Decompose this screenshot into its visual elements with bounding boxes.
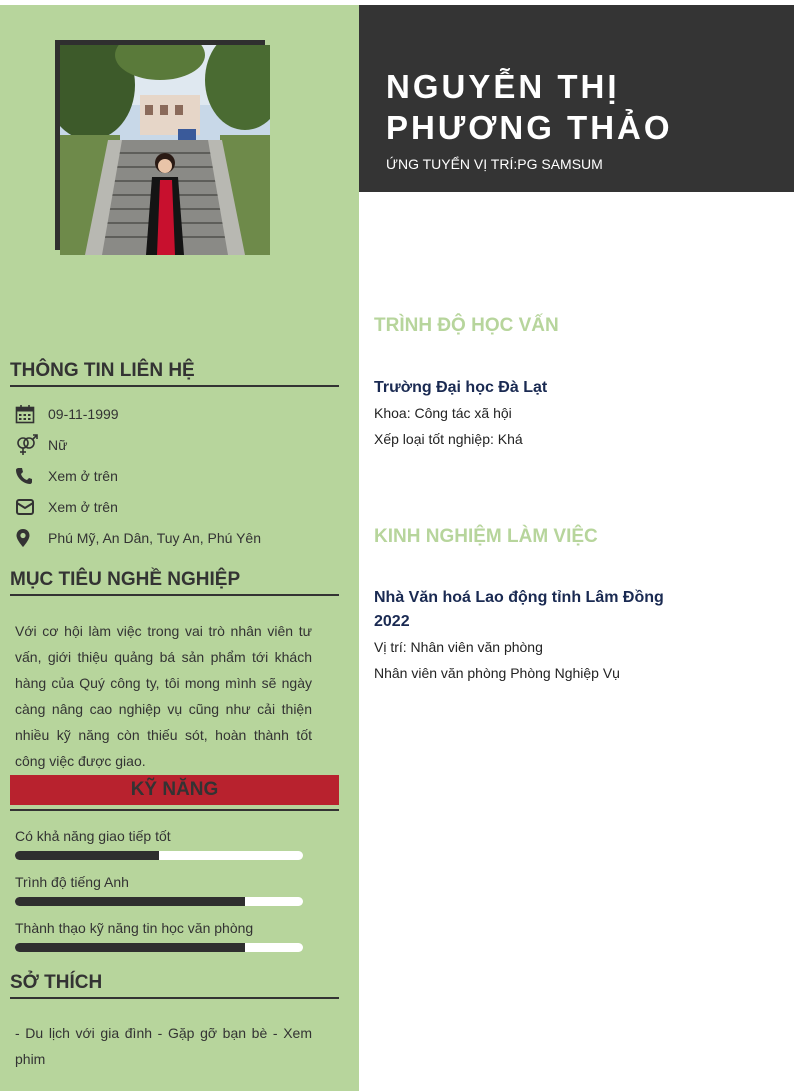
experience-company: Nhà Văn hoá Lao động tỉnh Lâm Đồng <box>374 589 664 606</box>
profile-photo <box>60 45 270 255</box>
contact-address-text: Phú Mỹ, An Dân, Tuy An, Phú Yên <box>48 530 261 546</box>
gender-icon <box>15 434 39 456</box>
skill-progress-bar <box>15 943 303 952</box>
contact-email-text: Xem ở trên <box>48 499 118 515</box>
applied-position: ỨNG TUYỂN VỊ TRÍ:PG SAMSUM <box>386 156 603 172</box>
phone-icon <box>15 465 39 487</box>
hobbies-text: - Du lịch với gia đình - Gặp gỡ bạn bè - Xem phim <box>15 1025 312 1067</box>
education-school: Trường Đại học Đà Lạt <box>374 379 548 396</box>
contact-gender-text: Nữ <box>48 437 68 453</box>
contact-address <box>15 527 261 549</box>
experience-description: Nhân viên văn phòng Phòng Nghiệp Vụ <box>374 665 620 681</box>
education-grade: Xếp loại tốt nghiệp: Khá <box>374 431 523 447</box>
contact-birthdate-text: 09-11-1999 <box>48 406 119 422</box>
skill-label: Có khả năng giao tiếp tốt <box>15 828 171 844</box>
education-section-title: TRÌNH ĐỘ HỌC VẤN <box>374 315 559 336</box>
contact-phone-text: Xem ở trên <box>48 468 118 484</box>
experience-year: 2022 <box>374 613 410 630</box>
map-pin-icon <box>15 527 39 549</box>
objective-text: Với cơ hội làm việc trong vai trò nhân viên tư vấn, giới thiệu quảng bá sản phẩm tới khách hàng của Quý công ty, tôi mong mình sẽ ngày càng nâng cao nghiệp vụ cũng như cải thiện nhiều kỹ năng còn thiếu sót, hoàn thành tốt công việc được giao. <box>15 623 312 769</box>
skill-progress-fill <box>15 897 245 906</box>
skill-label: Thành thạo kỹ năng tin học văn phòng <box>15 920 254 936</box>
contact-email <box>15 496 118 518</box>
candidate-name: NGUYỄN THỊ PHƯƠNG THẢO <box>386 68 673 146</box>
experience-section-title: KINH NGHIỆM LÀM VIỆC <box>374 526 598 547</box>
skill-label: Trình độ tiếng Anh <box>15 874 129 890</box>
contact-phone <box>15 465 118 487</box>
contact-gender <box>15 434 67 456</box>
contact-section-title: THÔNG TIN LIÊN HỆ <box>10 360 339 387</box>
education-faculty: Khoa: Công tác xã hội <box>374 405 512 421</box>
skills-section-title: KỸ NĂNG <box>10 775 339 805</box>
objective-section-title: MỤC TIÊU NGHỀ NGHIỆP <box>10 569 339 596</box>
contact-birthdate <box>15 403 119 425</box>
skill-progress-bar <box>15 851 303 860</box>
skill-progress-fill <box>15 943 245 952</box>
hobbies-section-title: SỞ THÍCH <box>10 972 339 999</box>
skill-progress-fill <box>15 851 159 860</box>
experience-role: Vị trí: Nhân viên văn phòng <box>374 639 543 655</box>
email-icon <box>15 496 39 518</box>
skill-progress-bar <box>15 897 303 906</box>
calendar-icon <box>15 403 39 425</box>
skills-divider <box>10 809 339 811</box>
